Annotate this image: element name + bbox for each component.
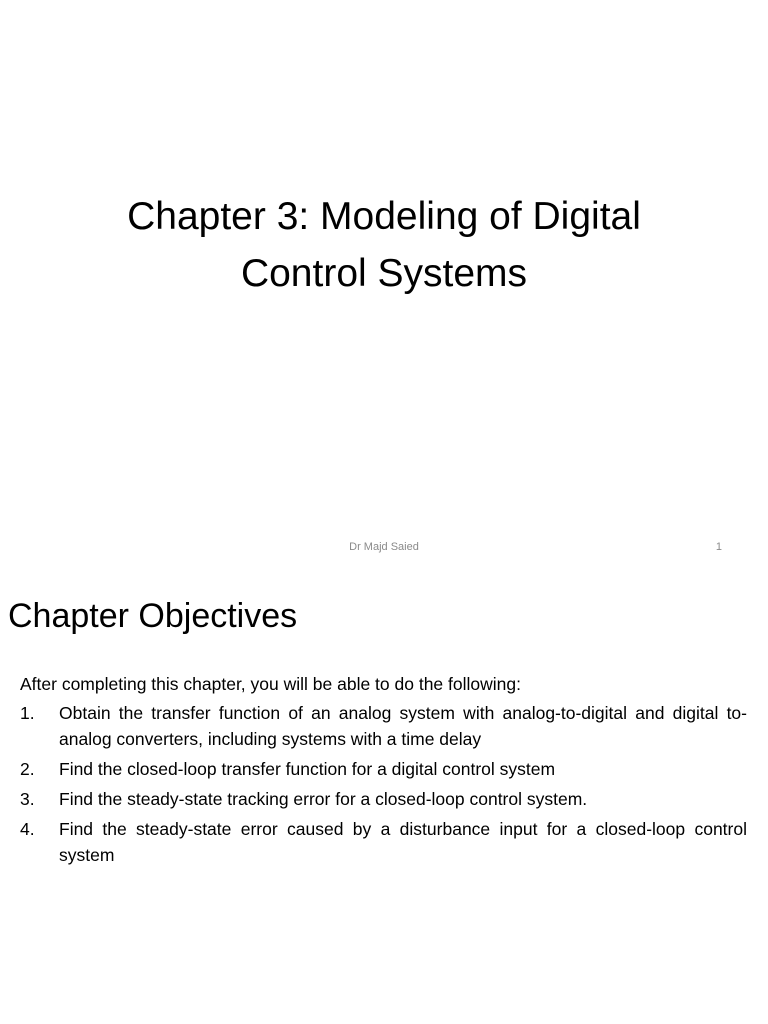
- objective-item: [20, 786, 747, 812]
- objective-text: Find the steady-state error caused by a disturbance input for a closed-loop control system: [59, 819, 747, 865]
- chapter-title-line-1: Chapter 3: Modeling of Digital: [127, 195, 641, 238]
- objective-number: 4.: [20, 819, 35, 839]
- slide-page-number: 1: [715, 541, 722, 553]
- chapter-title: [60, 188, 708, 302]
- objectives-heading: Chapter Objectives: [8, 597, 298, 635]
- objectives-intro: After completing this chapter, you will be able to do the following:: [20, 674, 521, 694]
- objective-text: Find the steady-state tracking error for a closed-loop control system.: [59, 789, 588, 809]
- objective-item: [20, 756, 747, 782]
- objective-number: 2.: [20, 759, 35, 779]
- objectives-slide: [0, 576, 768, 1024]
- objective-text: Obtain the transfer function of an analog system with analog-to-digital and digital to-analog converters, including systems with a time delay: [59, 703, 747, 749]
- objective-number: 1.: [20, 703, 35, 723]
- objectives-list: [20, 700, 747, 872]
- objective-item: [20, 816, 747, 868]
- objective-text: Find the closed-loop transfer function for a digital control system: [59, 759, 556, 779]
- objective-number: 3.: [20, 789, 35, 809]
- objective-item: [20, 700, 747, 752]
- chapter-title-line-2: Control Systems: [240, 252, 528, 295]
- slide-footer-author: Dr Majd Saied: [349, 541, 419, 553]
